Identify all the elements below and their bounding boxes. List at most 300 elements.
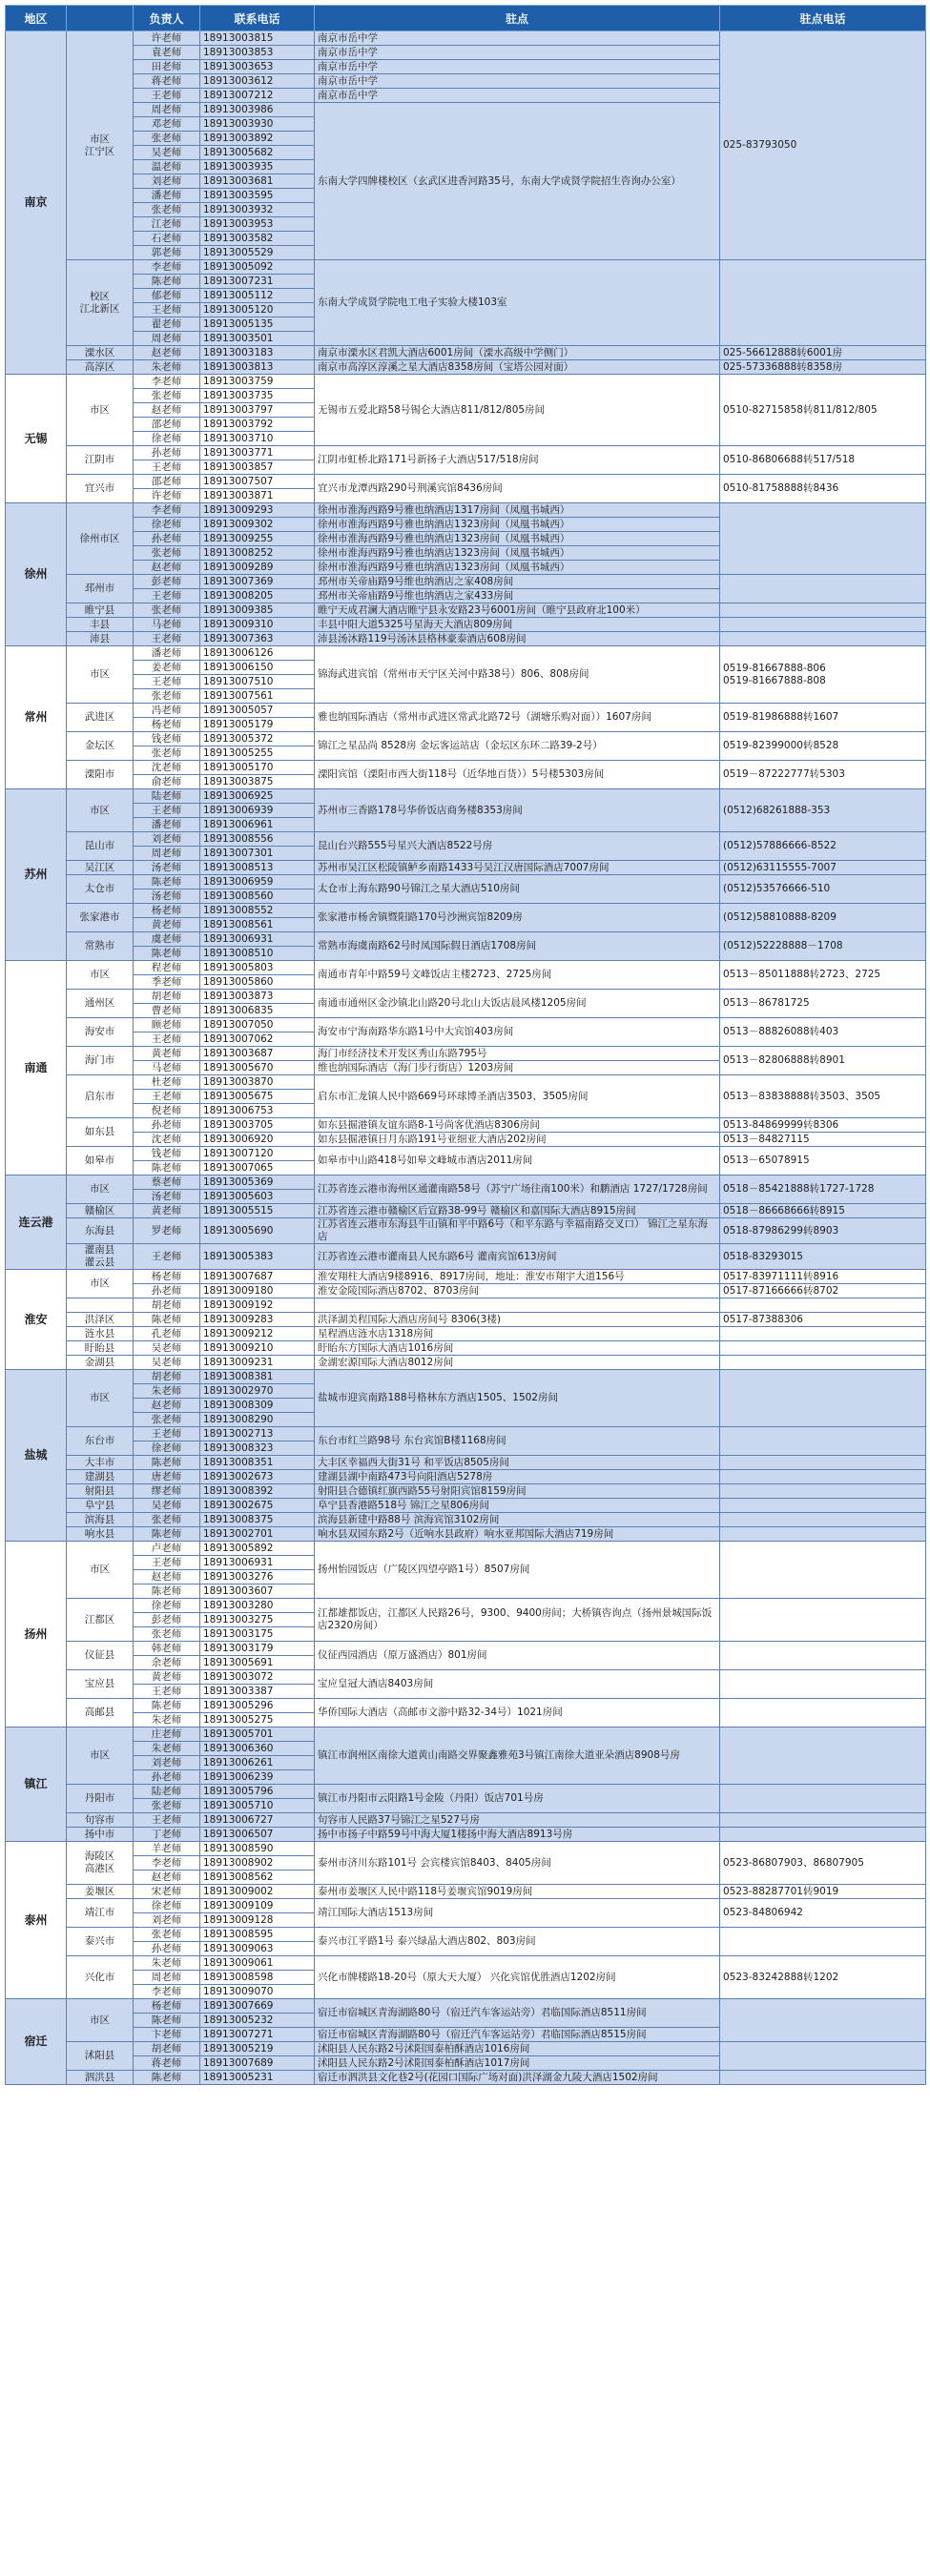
person-cell: 虞老师 <box>134 932 200 947</box>
district-cell: 太仓市 <box>67 875 134 904</box>
city-cell: 南通 <box>6 961 67 1176</box>
table-row <box>6 646 926 661</box>
phone-cell: 18913009310 <box>200 618 315 632</box>
table-row <box>6 1484 926 1499</box>
office-phone-cell: 0510-82715858转811/812/805 <box>720 375 926 446</box>
table-row <box>6 1284 926 1298</box>
person-cell: 王老师 <box>134 1244 200 1270</box>
person-cell: 潘老师 <box>134 646 200 661</box>
phone-cell: 18913003175 <box>200 1627 315 1642</box>
district-cell: 邳州市 <box>67 575 134 603</box>
district-cell: 市区 <box>67 961 134 990</box>
district-cell: 沭阳县 <box>67 2042 134 2071</box>
district-cell: 海门市 <box>67 1047 134 1075</box>
office-phone-cell: 0513－83838888转3503、3505 <box>720 1075 926 1118</box>
district-cell: 泰兴市 <box>67 1928 134 1956</box>
city-cell: 泰州 <box>6 1842 67 1999</box>
person-cell: 钱老师 <box>134 732 200 746</box>
district-cell: 市区 <box>67 646 134 704</box>
table-row <box>6 2071 926 2085</box>
phone-cell: 18913003275 <box>200 1613 315 1627</box>
person-cell: 周老师 <box>134 1971 200 1985</box>
address-cell: 海安市宁海南路华东路1号中大宾馆403房间 <box>315 1018 720 1047</box>
district-cell: 扬中市 <box>67 1828 134 1842</box>
table-row <box>6 1513 926 1527</box>
office-phone-cell: 0518-83293015 <box>720 1244 926 1270</box>
phone-cell: 18913003853 <box>200 46 315 60</box>
phone-cell: 18913003681 <box>200 174 315 189</box>
table-row <box>6 1456 926 1470</box>
city-cell: 连云港 <box>6 1176 67 1270</box>
person-cell: 王老师 <box>134 1032 200 1047</box>
phone-cell: 18913009063 <box>200 1942 315 1956</box>
office-phone-cell <box>720 1484 926 1499</box>
phone-cell: 18913006925 <box>200 789 315 804</box>
phone-cell: 18913006961 <box>200 818 315 832</box>
table-row <box>6 990 926 1004</box>
phone-cell: 18913003953 <box>200 217 315 232</box>
office-phone-cell: 0513－84827115 <box>720 1133 926 1147</box>
city-cell: 无锡 <box>6 375 67 503</box>
city-cell: 扬州 <box>6 1542 67 1728</box>
office-phone-cell: 0513－82806888转8901 <box>720 1047 926 1075</box>
district-cell: 宜兴市 <box>67 475 134 503</box>
office-phone-cell: 0518－86668666转8915 <box>720 1204 926 1218</box>
phone-cell: 18913008252 <box>200 546 315 561</box>
person-cell: 杜老师 <box>134 1075 200 1090</box>
table-row <box>6 475 926 489</box>
header-office-phone: 驻点电话 <box>720 6 926 31</box>
person-cell: 赵老师 <box>134 1570 200 1584</box>
phone-cell: 18913005670 <box>200 1061 315 1075</box>
person-cell: 朱老师 <box>134 360 200 375</box>
phone-cell: 18913008560 <box>200 889 315 904</box>
person-cell: 余老师 <box>134 1656 200 1670</box>
office-phone-cell: 0518－85421888转1727-1728 <box>720 1176 926 1204</box>
person-cell: 庄老师 <box>134 1728 200 1742</box>
phone-cell: 18913005120 <box>200 303 315 317</box>
phone-cell: 18913005092 <box>200 260 315 275</box>
table-row <box>6 732 926 746</box>
office-phone-cell: 0523-86807903、86807905 <box>720 1842 926 1885</box>
address-cell: 江苏省连云港市赣榆区后宣路38-99号 赣榆区和嘉国际大酒店8915房间 <box>315 1204 720 1218</box>
phone-cell: 18913009109 <box>200 1899 315 1913</box>
office-phone-cell: 0517-87388306 <box>720 1313 926 1327</box>
office-phone-cell: 0523-84806942 <box>720 1899 926 1928</box>
table-row <box>6 346 926 360</box>
person-cell: 宋老师 <box>134 1885 200 1899</box>
person-cell: 马老师 <box>134 618 200 632</box>
phone-cell: 18913008902 <box>200 1856 315 1871</box>
phone-cell: 18913005219 <box>200 2042 315 2056</box>
person-cell: 胡老师 <box>134 1370 200 1384</box>
address-cell: 仪征西园酒店（原万盛酒店）801房间 <box>315 1642 720 1670</box>
person-cell: 蔡老师 <box>134 1176 200 1190</box>
person-cell: 姜老师 <box>134 661 200 675</box>
phone-cell: 18913007050 <box>200 1018 315 1032</box>
office-phone-cell <box>720 1370 926 1427</box>
table-row <box>6 1218 926 1244</box>
phone-cell: 18913007212 <box>200 89 315 103</box>
phone-cell: 18913006920 <box>200 1133 315 1147</box>
address-cell: 沭阳县人民东路2号沭阳国泰柏酥酒店1017房间 <box>315 2056 720 2071</box>
person-cell: 张老师 <box>134 603 200 618</box>
address-cell: 淮安金陵国际酒店8702、8703房间 <box>315 1284 720 1298</box>
address-cell: 阜宁县香港路518号 锦江之星806房间 <box>315 1499 720 1513</box>
address-cell: 扬中市扬子中路59号中海大厦1楼扬中海大酒店8913号房 <box>315 1828 720 1842</box>
district-cell: 响水县 <box>67 1527 134 1542</box>
phone-cell: 18913007507 <box>200 475 315 489</box>
person-cell: 吴老师 <box>134 1499 200 1513</box>
table-row <box>6 832 926 847</box>
address-cell: 靖江国际大酒店1513房间 <box>315 1899 720 1928</box>
city-cell: 盐城 <box>6 1370 67 1542</box>
phone-cell: 18913006753 <box>200 1104 315 1118</box>
person-cell: 李老师 <box>134 375 200 389</box>
office-phone-cell <box>720 1642 926 1670</box>
person-cell: 陆老师 <box>134 1785 200 1799</box>
office-phone-cell: (0512)58810888-8209 <box>720 904 926 932</box>
person-cell: 杨老师 <box>134 1270 200 1284</box>
phone-cell: 18913003930 <box>200 117 315 132</box>
address-cell: 南京市溧水区君凯大酒店6001房间（溧水高级中学侧门） <box>315 346 720 360</box>
person-cell: 俞老师 <box>134 775 200 789</box>
person-cell: 黄老师 <box>134 918 200 932</box>
district-cell: 溧阳市 <box>67 761 134 789</box>
person-cell: 陈老师 <box>134 1456 200 1470</box>
phone-cell: 18913003705 <box>200 1118 315 1133</box>
table-row <box>6 575 926 589</box>
person-cell: 吴老师 <box>134 146 200 160</box>
phone-cell: 18913006959 <box>200 875 315 889</box>
office-phone-cell <box>720 1513 926 1527</box>
office-phone-cell <box>720 2071 926 2085</box>
district-cell: 市区 <box>67 1270 134 1298</box>
person-cell: 张老师 <box>134 1413 200 1427</box>
person-cell: 王老师 <box>134 589 200 603</box>
district-cell: 通州区 <box>67 990 134 1018</box>
district-cell: 海安市 <box>67 1018 134 1047</box>
district-cell: 张家港市 <box>67 904 134 932</box>
address-cell: 启东市汇龙镇人民中路669号环球博圣酒店3503、3505房间 <box>315 1075 720 1118</box>
table-row <box>6 1842 926 1856</box>
phone-cell: 18913009385 <box>200 603 315 618</box>
district-cell: 射阳县 <box>67 1484 134 1499</box>
address-cell: 建湖县湖中南路473号向阳酒店5278房 <box>315 1470 720 1484</box>
address-cell: 南京市高淳区淳溪之星大酒店8358房间（宝塔公园对面） <box>315 360 720 375</box>
address-cell: 常熟市海虞南路62号时凤国际假日酒店1708房间 <box>315 932 720 961</box>
person-cell: 赵老师 <box>134 1871 200 1885</box>
phone-cell: 18913008290 <box>200 1413 315 1427</box>
address-cell: 东南大学成贤学院电工电子实验大楼103室 <box>315 260 720 346</box>
phone-cell: 18913003387 <box>200 1685 315 1699</box>
person-cell: 黄老师 <box>134 1204 200 1218</box>
district-cell: 丹阳市 <box>67 1785 134 1813</box>
address-cell: 沭阳县人民东路2号沭阳国泰柏酥酒店1016房间 <box>315 2042 720 2056</box>
address-cell: 江苏省连云港市海州区通灌南路58号（苏宁广场往南100米）和鹏酒店 1727/1728房间 <box>315 1176 720 1204</box>
phone-cell: 18913005701 <box>200 1728 315 1742</box>
office-phone-cell <box>720 1499 926 1513</box>
address-cell <box>315 1298 720 1313</box>
phone-cell: 18913003870 <box>200 1075 315 1090</box>
table-row <box>6 632 926 646</box>
district-cell: 仪征县 <box>67 1642 134 1670</box>
person-cell: 张老师 <box>134 1928 200 1942</box>
person-cell: 王老师 <box>134 1556 200 1570</box>
phone-cell: 18913007669 <box>200 1999 315 2014</box>
phone-cell: 18913003892 <box>200 132 315 146</box>
phone-cell: 18913005529 <box>200 246 315 260</box>
district-cell: 江都区 <box>67 1599 134 1642</box>
district-cell: 市区 <box>67 1370 134 1427</box>
address-cell: 南通市通州区金沙镇北山路20号北山大饭店晨风楼1205房间 <box>315 990 720 1018</box>
office-phone-cell <box>720 1341 926 1356</box>
office-phone-cell <box>720 1928 926 1956</box>
person-cell: 邓老师 <box>134 117 200 132</box>
district-cell: 滨海县 <box>67 1513 134 1527</box>
person-cell: 王老师 <box>134 460 200 475</box>
person-cell: 张老师 <box>134 203 200 217</box>
district-cell: 盱眙县 <box>67 1341 134 1356</box>
person-cell: 刘老师 <box>134 1756 200 1770</box>
office-phone-cell: 0523-83242888转1202 <box>720 1956 926 1999</box>
person-cell: 郭老师 <box>134 246 200 260</box>
address-cell: 无锡市五爱北路58号锡仑大酒店811/812/805房间 <box>315 375 720 446</box>
person-cell: 张老师 <box>134 1627 200 1642</box>
person-cell: 黄老师 <box>134 1670 200 1685</box>
office-phone-cell <box>720 618 926 632</box>
table-row <box>6 932 926 947</box>
table-row <box>6 603 926 618</box>
person-cell: 孙老师 <box>134 446 200 460</box>
address-cell: 南京市岳中学 <box>315 89 720 103</box>
office-phone-cell <box>720 2042 926 2071</box>
phone-cell: 18913003501 <box>200 332 315 346</box>
phone-cell: 18913005231 <box>200 2071 315 2085</box>
person-cell: 潘老师 <box>134 189 200 203</box>
district-cell: 宝应县 <box>67 1670 134 1699</box>
address-cell: 东南大学四牌楼校区（玄武区进香河路35号，东南大学成贤学院招生咨询办公室） <box>315 103 720 260</box>
district-cell: 如皋市 <box>67 1147 134 1176</box>
person-cell: 石老师 <box>134 232 200 246</box>
table-row <box>6 1956 926 1971</box>
phone-cell: 18913003857 <box>200 460 315 475</box>
table-row <box>6 1527 926 1542</box>
person-cell: 邵老师 <box>134 475 200 489</box>
phone-cell: 18913002713 <box>200 1427 315 1441</box>
phone-cell: 18913008513 <box>200 861 315 875</box>
address-cell: 泰州市姜堰区人民中路118号姜堰宾馆9019房间 <box>315 1885 720 1899</box>
person-cell: 王老师 <box>134 1090 200 1104</box>
district-cell: 大丰市 <box>67 1456 134 1470</box>
phone-cell: 18913005135 <box>200 317 315 332</box>
phone-cell: 18913003871 <box>200 489 315 503</box>
person-cell: 刘老师 <box>134 174 200 189</box>
person-cell: 汤老师 <box>134 1190 200 1204</box>
address-cell: 太仓市上海东路90号锦江之星大酒店510房间 <box>315 875 720 904</box>
phone-cell: 18913006126 <box>200 646 315 661</box>
person-cell: 赵老师 <box>134 346 200 360</box>
address-cell: 如东县掘港镇日月东路191号亚细亚大酒店202房间 <box>315 1133 720 1147</box>
office-phone-cell: (0512)57886666-8522 <box>720 832 926 861</box>
person-cell: 陈老师 <box>134 275 200 289</box>
district-cell: 灌南县 灌云县 <box>67 1244 134 1270</box>
person-cell: 刘老师 <box>134 832 200 847</box>
office-phone-cell: 0519-82399000转8528 <box>720 732 926 761</box>
phone-cell: 18913003582 <box>200 232 315 246</box>
person-cell: 许老师 <box>134 489 200 503</box>
phone-cell: 18913008598 <box>200 1971 315 1985</box>
person-cell: 丁老师 <box>134 1828 200 1842</box>
table-row <box>6 1047 926 1061</box>
table-row <box>6 1642 926 1656</box>
address-cell: 镇江市丹阳市云阳路1号金陵（丹阳）饭店701号房 <box>315 1785 720 1813</box>
person-cell: 王老师 <box>134 804 200 818</box>
phone-cell: 18913009231 <box>200 1356 315 1370</box>
person-cell: 彭老师 <box>134 1613 200 1627</box>
phone-cell: 18913003735 <box>200 389 315 403</box>
person-cell: 蒋老师 <box>134 2056 200 2071</box>
person-cell: 彭老师 <box>134 575 200 589</box>
office-phone-cell <box>720 260 926 346</box>
table-row <box>6 1828 926 1842</box>
person-cell: 胡老师 <box>134 2042 200 2056</box>
phone-cell: 18913003710 <box>200 432 315 446</box>
address-cell: 苏州市吴江区松陵镇鲈乡南路1433号吴江汉唐国际酒店7007房间 <box>315 861 720 875</box>
phone-cell: 18913009210 <box>200 1341 315 1356</box>
phone-cell: 18913009180 <box>200 1284 315 1298</box>
table-row <box>6 31 926 46</box>
phone-cell: 18913006239 <box>200 1770 315 1785</box>
table-row <box>6 875 926 889</box>
office-phone-cell <box>720 1298 926 1313</box>
district-cell: 金坛区 <box>67 732 134 761</box>
address-cell: 宿迁市泗洪县文化巷2号(花园口国际广场对面)洪泽湖金九陵大酒店1502房间 <box>315 2071 720 2085</box>
district-cell: 市区 江宁区 <box>67 31 134 260</box>
table-row <box>6 1176 926 1190</box>
phone-cell: 18913005383 <box>200 1244 315 1270</box>
phone-cell: 18913009255 <box>200 532 315 546</box>
phone-cell: 18913009212 <box>200 1327 315 1341</box>
address-cell: 维也纳国际酒店（海门步行街店）1203房间 <box>315 1061 720 1075</box>
table-row <box>6 360 926 375</box>
address-cell: 昆山台兴路555号星兴大酒店8522号房 <box>315 832 720 861</box>
person-cell: 徐老师 <box>134 1899 200 1913</box>
table-row <box>6 1327 926 1341</box>
city-cell: 徐州 <box>6 503 67 646</box>
table-row <box>6 1928 926 1942</box>
office-phone-cell: (0512)52228888－1708 <box>720 932 926 961</box>
address-cell: 徐州市淮海西路9号雅也纳酒店1317房间（凤凰书城西） <box>315 503 720 518</box>
person-cell: 程老师 <box>134 961 200 975</box>
address-cell: 宝应皇冠大酒店8403房间 <box>315 1670 720 1699</box>
district-cell: 徐州市区 <box>67 503 134 575</box>
table-row <box>6 1370 926 1384</box>
table-row <box>6 1427 926 1441</box>
table-body <box>6 31 926 2085</box>
person-cell: 王老师 <box>134 675 200 689</box>
person-cell: 王老师 <box>134 303 200 317</box>
office-phone-cell <box>720 503 926 575</box>
person-cell: 卞老师 <box>134 2028 200 2042</box>
office-phone-cell <box>720 1356 926 1370</box>
office-phone-cell <box>720 1542 926 1599</box>
office-phone-cell: 025-57336888转8358房 <box>720 360 926 375</box>
address-cell: 南京市岳中学 <box>315 31 720 46</box>
person-cell: 羊老师 <box>134 1842 200 1856</box>
table-row <box>6 1270 926 1284</box>
person-cell: 温老师 <box>134 160 200 174</box>
person-cell: 张老师 <box>134 389 200 403</box>
phone-cell: 18913005710 <box>200 1799 315 1813</box>
table-row <box>6 1147 926 1161</box>
phone-cell: 18913009002 <box>200 1885 315 1899</box>
person-cell: 陆老师 <box>134 789 200 804</box>
table-row <box>6 1999 926 2014</box>
district-cell: 市区 <box>67 789 134 832</box>
table-row <box>6 1018 926 1032</box>
phone-cell: 18913003792 <box>200 418 315 432</box>
table-row <box>6 861 926 875</box>
phone-cell: 18913007065 <box>200 1161 315 1176</box>
city-cell: 镇江 <box>6 1728 67 1842</box>
phone-cell: 18913005369 <box>200 1176 315 1190</box>
office-phone-cell: 0510-86806688转517/518 <box>720 446 926 475</box>
district-cell: 涟水县 <box>67 1327 134 1341</box>
office-phone-cell: 0523-88287701转9019 <box>720 1885 926 1899</box>
person-cell: 王老师 <box>134 1685 200 1699</box>
phone-cell: 18913003797 <box>200 403 315 418</box>
phone-cell: 18913005515 <box>200 1204 315 1218</box>
district-cell: 市区 <box>67 1999 134 2042</box>
person-cell: 曹老师 <box>134 1004 200 1018</box>
person-cell: 潘老师 <box>134 818 200 832</box>
address-cell: 溧阳宾馆（溧阳市西大街118号（近华地百货））5号楼5303房间 <box>315 761 720 789</box>
person-cell: 许老师 <box>134 31 200 46</box>
phone-cell: 18913005860 <box>200 975 315 990</box>
person-cell: 孙老师 <box>134 1284 200 1298</box>
phone-cell: 18913005232 <box>200 2014 315 2028</box>
phone-cell: 18913006727 <box>200 1813 315 1828</box>
phone-cell: 18913009302 <box>200 518 315 532</box>
phone-cell: 18913009283 <box>200 1313 315 1327</box>
phone-cell: 18913003875 <box>200 775 315 789</box>
address-cell: 南京市岳中学 <box>315 46 720 60</box>
person-cell: 陈老师 <box>134 1313 200 1327</box>
person-cell: 杨老师 <box>134 1999 200 2014</box>
phone-cell: 18913003759 <box>200 375 315 389</box>
address-cell: 宿迁市宿城区青海湖路80号（宿迁汽车客运站旁）君临国际酒店8515房间 <box>315 2028 720 2042</box>
person-cell: 唐老师 <box>134 1470 200 1484</box>
table-row <box>6 1899 926 1913</box>
office-phone-cell <box>720 1427 926 1456</box>
address-cell: 邳州市关帝庙路9号维也纳酒店之家433房间 <box>315 589 720 603</box>
office-phone-cell: 0510-81758888转8436 <box>720 475 926 503</box>
header-person: 负责人 <box>134 6 200 31</box>
phone-cell: 18913007120 <box>200 1147 315 1161</box>
station-table <box>5 5 926 2085</box>
phone-cell: 18913009192 <box>200 1298 315 1313</box>
address-cell: 泰兴市江平路1号 泰兴绿晶大酒店802、803房间 <box>315 1928 720 1956</box>
table-row <box>6 1699 926 1713</box>
office-phone-cell: 0513－86781725 <box>720 990 926 1018</box>
office-phone-cell <box>720 1699 926 1728</box>
phone-cell: 18913002970 <box>200 1384 315 1399</box>
person-cell: 赵老师 <box>134 1399 200 1413</box>
header-district <box>67 6 134 31</box>
address-cell: 海门市经济技术开发区秀山东路795号 <box>315 1047 720 1061</box>
person-cell: 沈老师 <box>134 1133 200 1147</box>
